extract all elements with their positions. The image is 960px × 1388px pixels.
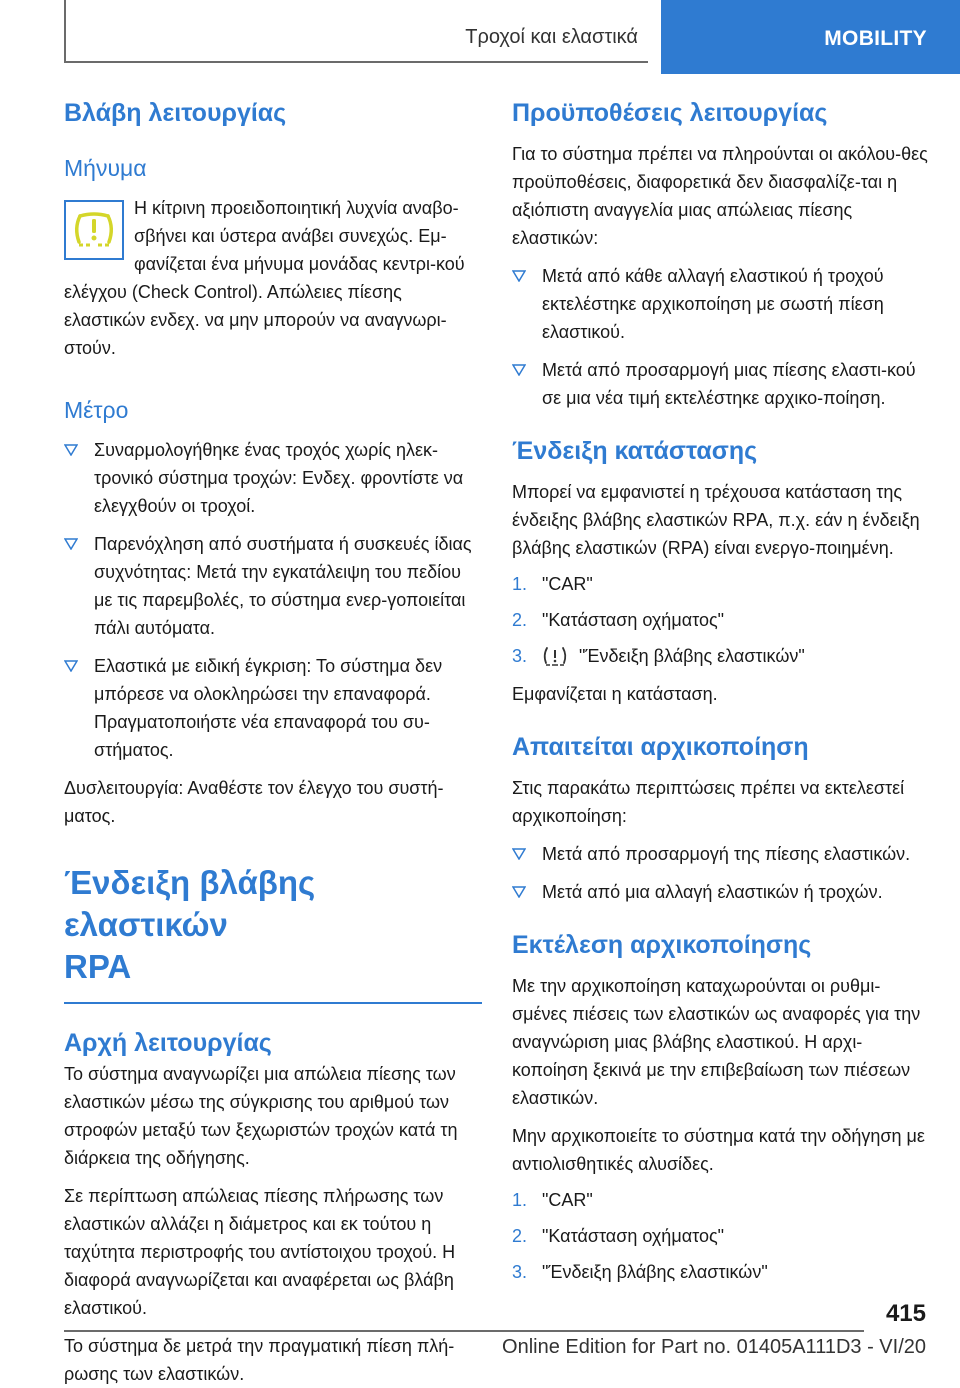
init-exec-paragraph-2: Μην αρχικοποιείτε το σύστημα κατά την οδήγηση με αντιολισθητικές αλυσίδες. (512, 1126, 925, 1174)
init-exec-paragraph-1: Με την αρχικοποίηση καταχωρούνται οι ρυθμι-σμένες πιέσεις των ελαστικών ως αναφορές για την αναγνώριση μιας βλάβης ελαστικού. Η αρχι-κοποίηση ξεκινά με την επιβεβαίωση των πιέσεων ελαστικών. (512, 976, 921, 1108)
principle-paragraph-3: Το σύστημα δε μετρά την πραγματική πίεση πλή-ρωσης των ελαστικών. (64, 1336, 455, 1384)
header-section-title: Τροχοί και ελαστικά (465, 26, 638, 48)
malfunction-text: Δυσλειτουργία: Αναθέστε τον έλεγχο του συστή-ματος. (64, 778, 444, 826)
footer-edition-text: Online Edition for Part no. 01405A111D3 - VI/20 (502, 1336, 926, 1358)
list-item: 3. "Ένδειξη βλάβης ελαστικών" (512, 1258, 932, 1286)
triangle-bullet-icon (512, 364, 526, 376)
conditions-heading: Προϋποθέσεις λειτουργίας (512, 99, 828, 127)
header-tab-label: MOBILITY (824, 27, 927, 50)
footer-rule (64, 1330, 864, 1332)
init-required-intro: Στις παρακάτω περιπτώσεις πρέπει να εκτελεστεί αρχικοποίηση: (512, 778, 905, 826)
step-number: 2. (512, 610, 528, 630)
list-item: Μετά από κάθε αλλαγή ελαστικού ή τροχού εκτελέστηκε αρχικοποίηση με σωστή πίεση ελαστικού. (512, 262, 932, 346)
tire-pressure-warning-icon (64, 200, 124, 260)
triangle-bullet-icon (512, 270, 526, 282)
principle-heading: Αρχή λειτουργίας (64, 1029, 272, 1057)
status-intro: Μπορεί να εμφανιστεί η τρέχουσα κατάσταση της ένδειξης βλάβης ελαστικών RPA, π.χ. εάν η ένδειξη βλάβης ελαστικών (RPA) είναι ενεργο-ποιημένη. (512, 482, 920, 558)
measure-heading: Μέτρο (64, 397, 129, 423)
list-item: Μετά από μια αλλαγή ελαστικών ή τροχών. (512, 878, 932, 906)
list-item: 2. "Κατάσταση οχήματος" (512, 1222, 932, 1250)
init-exec-steps (512, 1186, 932, 1286)
list-item: Μετά από προσαρμογή μιας πίεσης ελαστι-κού σε μια νέα τιμή εκτελέστηκε αρχικο-ποίηση. (512, 356, 932, 412)
step-number: 1. (512, 574, 528, 594)
triangle-bullet-icon (512, 886, 526, 898)
step-number: 3. (512, 1262, 528, 1282)
status-heading: Ένδειξη κατάστασης (512, 437, 758, 465)
header-rule-bottom (64, 61, 648, 63)
list-item: 1. "CAR" (512, 570, 932, 598)
header-rule-left (64, 0, 66, 62)
message-text: Η κίτρινη προειδοποιητική λυχνία αναβο-σβήνει και ύστερα ανάβει συνεχώς. Εμ-φανίζεται ένα μήνυμα μονάδας κεντρι-κού ελέγχου (Check Control). Απώλειες πίεσης ελαστικών ενδεχ. να μην μπορούν να αναγνωρι-στούν. (64, 198, 465, 358)
status-result: Εμφανίζεται η κατάσταση. (512, 684, 718, 704)
right-column (512, 96, 932, 1286)
init-required-heading: Απαιτείται αρχικοποίηση (512, 733, 809, 761)
rpa-title: Ένδειξη βλάβης ελαστικών RPA (64, 864, 316, 985)
step-number: 3. (512, 646, 528, 666)
message-heading: Μήνυμα (64, 155, 147, 181)
left-column (64, 96, 482, 1388)
list-item: Συναρμολογήθηκε ένας τροχός χωρίς ηλεκ-τρονικό σύστημα τροχών: Ενδεχ. φροντίστε να ελεγχθούν οι τροχοί. (64, 436, 482, 520)
status-steps (512, 570, 932, 670)
measure-list (64, 436, 482, 764)
triangle-bullet-icon (64, 444, 78, 456)
page-number: 415 (885, 1300, 926, 1327)
triangle-bullet-icon (64, 538, 78, 550)
list-item: 2. "Κατάσταση οχήματος" (512, 606, 932, 634)
principle-paragraph-2: Σε περίπτωση απώλειας πίεσης πλήρωσης των ελαστικών αλλάζει η διάμετρος και εκ τούτου η ταχύτητα περιστροφής του αντίστοιχου τροχού. Η διαφορά αναγνωρίζεται και αναφέρεται ως βλάβη ελαστικού. (64, 1186, 456, 1318)
principle-paragraph-1: Το σύστημα αναγνωρίζει μια απώλεια πίεσης των ελαστικών μέσω της σύγκρισης του αριθμού των στροφών μεταξύ των ξεχωριστών τροχών κατά τη διάρκεια της οδήγησης. (64, 1064, 458, 1168)
conditions-list (512, 262, 932, 412)
list-item: 3. "Ένδειξη βλάβης ελαστικών" (512, 642, 932, 670)
init-required-list (512, 840, 932, 906)
tire-status-icon (542, 645, 568, 667)
message-block (64, 194, 482, 362)
list-item: Ελαστικά με ειδική έγκριση: Το σύστημα δεν μπόρεσε να ολοκληρώσει την επαναφορά. Πραγματοποιήστε νέα επαναφορά του συ-στήματος. (64, 652, 482, 764)
list-item: Μετά από προσαρμογή της πίεσης ελαστικών. (512, 840, 932, 868)
step-number: 2. (512, 1226, 528, 1246)
conditions-intro: Για το σύστημα πρέπει να πληρούνται οι ακόλου-θες προϋποθέσεις, διαφορετικά δεν διασφαλίζε-ται η αξιόπιστη αναγγελία μιας απώλειας πίεσης ελαστικών: (512, 144, 928, 248)
init-exec-heading: Εκτέλεση αρχικοποίησης (512, 931, 812, 959)
step-number: 1. (512, 1190, 528, 1210)
list-item: Παρενόχληση από συστήματα ή συσκευές ίδιας συχνότητας: Μετά την εγκατάλειψη του πεδίου με τις παρεμβολές, το σύστημα ενερ-γοποιείται πάλι αυτόματα. (64, 530, 482, 642)
list-item: 1. "CAR" (512, 1186, 932, 1214)
triangle-bullet-icon (512, 848, 526, 860)
triangle-bullet-icon (64, 660, 78, 672)
failure-heading: Βλάβη λειτουργίας (64, 99, 287, 127)
